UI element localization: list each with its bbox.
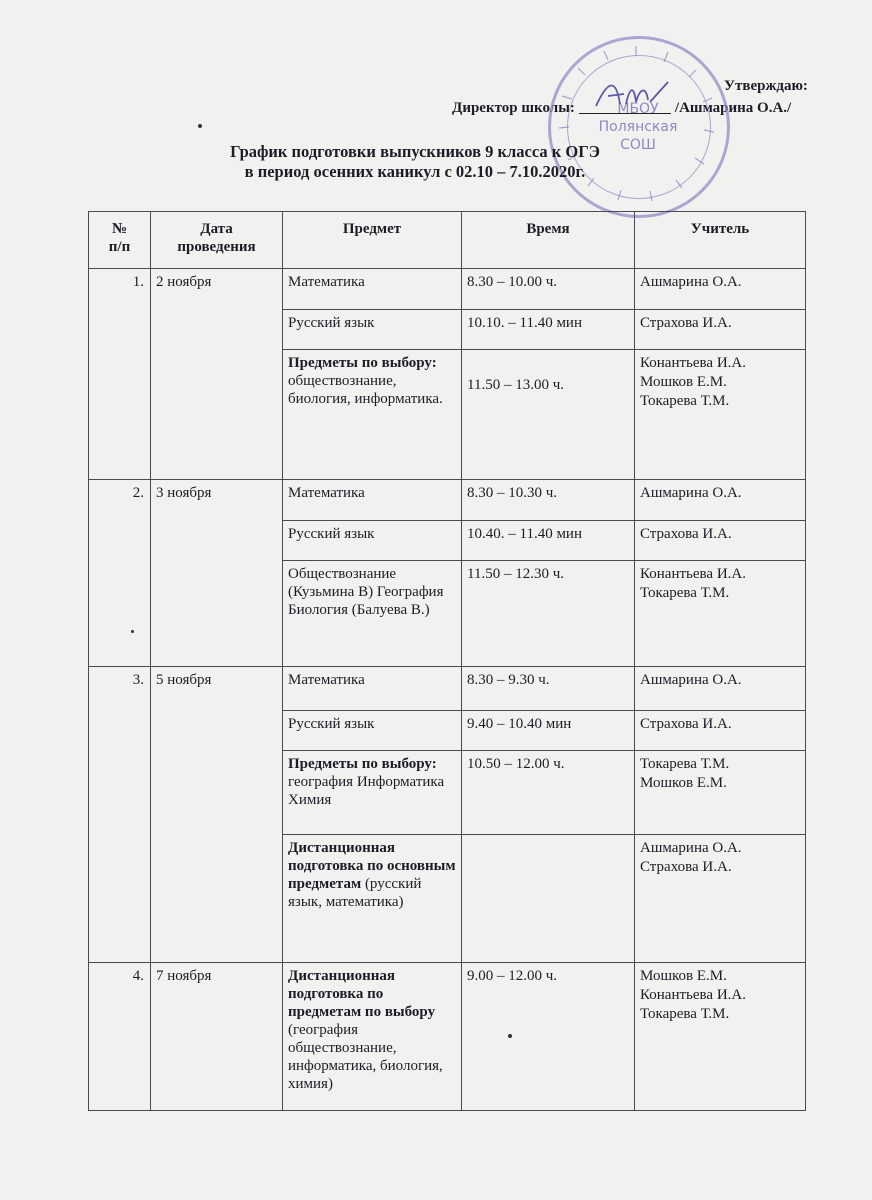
director-name: /Ашмарина О.А./ — [674, 100, 792, 116]
time-cell: 9.40 – 10.40 мин — [462, 711, 635, 751]
row-num: 3. — [89, 667, 151, 963]
time-cell: 10.10. – 11.40 мин — [462, 310, 635, 350]
director-label: Директор школы: — [452, 100, 575, 116]
subject-bold-text: Предметы по выбору: — [288, 355, 437, 371]
teacher-cell — [635, 310, 806, 350]
row-date: 3 ноября — [151, 480, 283, 667]
header-time: Время — [462, 212, 635, 269]
time-cell — [462, 835, 635, 963]
time-cell: 8.30 – 10.00 ч. — [462, 269, 635, 310]
subject-cell — [283, 521, 462, 561]
subject-text: Математика — [288, 485, 365, 501]
teacher-name: Ашмарина О.А. — [640, 840, 742, 856]
teacher-cell — [635, 521, 806, 561]
stamp-line-2: Полянская — [598, 119, 678, 135]
table-row — [89, 963, 806, 1111]
subject-text: Русский язык — [288, 716, 375, 732]
row-date: 5 ноября — [151, 667, 283, 963]
teacher-cell — [635, 963, 806, 1111]
teacher-name: Ашмарина О.А. — [640, 672, 742, 688]
stamp-line-3: СОШ — [620, 137, 656, 153]
table-header-row — [89, 212, 806, 269]
teacher-name: Страхова И.А. — [640, 526, 732, 542]
row-num: 2. — [89, 480, 151, 667]
scan-speck — [198, 124, 202, 128]
teacher-name: Токарева Т.М. — [640, 1006, 730, 1022]
subject-cell — [283, 350, 462, 480]
header-subject: Предмет — [283, 212, 462, 269]
time-cell: 10.50 – 12.00 ч. — [462, 751, 635, 835]
teacher-cell — [635, 269, 806, 310]
time-cell: 10.40. – 11.40 мин — [462, 521, 635, 561]
time-cell: 8.30 – 10.30 ч. — [462, 480, 635, 521]
time-cell: 8.30 – 9.30 ч. — [462, 667, 635, 711]
subject-text: (русский язык, математика) — [288, 876, 422, 910]
title-line-1: График подготовки выпускников 9 класса к ОГЭ — [230, 142, 600, 161]
teacher-name: Мошков Е.М. — [640, 968, 727, 984]
director-signature — [590, 76, 680, 116]
header-teacher: Учитель — [635, 212, 806, 269]
subject-text: Русский язык — [288, 315, 375, 331]
teacher-cell — [635, 835, 806, 963]
teacher-name: Мошков Е.М. — [640, 374, 727, 390]
subject-bold-text: Дистанционная подготовка по основным предметам — [288, 840, 456, 892]
header-num — [89, 212, 151, 269]
teacher-name: Страхова И.А. — [640, 859, 732, 875]
subject-text: Математика — [288, 672, 365, 688]
teacher-cell — [635, 667, 806, 711]
table-row — [89, 667, 806, 711]
subject-cell — [283, 310, 462, 350]
stamp-line-1: МБОУ — [617, 101, 659, 117]
time-cell: 11.50 – 13.00 ч. — [462, 350, 635, 480]
schedule-table — [88, 211, 806, 1111]
header-date-line2: проведения — [177, 239, 256, 255]
subject-cell — [283, 751, 462, 835]
header-date — [151, 212, 283, 269]
row-date: 2 ноября — [151, 269, 283, 480]
table-row — [89, 480, 806, 521]
teacher-cell — [635, 711, 806, 751]
subject-cell — [283, 561, 462, 667]
teacher-name: Конантьева И.А. — [640, 987, 746, 1003]
header-num-line1: № — [111, 221, 128, 237]
time-cell: 9.00 – 12.00 ч. — [462, 963, 635, 1111]
title-line-2: в период осенних каникул с 02.10 – 7.10.2020г. — [244, 162, 586, 181]
teacher-name: Токарева Т.М. — [640, 756, 730, 772]
header-date-line1: Дата — [200, 221, 233, 237]
teacher-cell — [635, 751, 806, 835]
teacher-name: Мошков Е.М. — [640, 775, 727, 791]
teacher-name: Страхова И.А. — [640, 315, 732, 331]
approval-title: Утверждаю: — [724, 78, 808, 94]
subject-cell — [283, 667, 462, 711]
table-row — [89, 269, 806, 310]
subject-text: Математика — [288, 274, 365, 290]
row-date: 7 ноября — [151, 963, 283, 1111]
subject-text: Русский язык — [288, 526, 375, 542]
subject-cell — [283, 835, 462, 963]
subject-cell — [283, 963, 462, 1111]
teacher-name: Токарева Т.М. — [640, 393, 730, 409]
subject-text: Обществознание (Кузьмина В) География Биология (Балуева В.) — [288, 566, 444, 618]
teacher-cell — [635, 561, 806, 667]
subject-bold-text: Дистанционная подготовка по предметам по выбору — [288, 968, 436, 1020]
teacher-name: Ашмарина О.А. — [640, 274, 742, 290]
teacher-name: Ашмарина О.А. — [640, 485, 742, 501]
subject-cell — [283, 269, 462, 310]
row-num: 4. — [89, 963, 151, 1111]
teacher-name: Конантьева И.А. — [640, 355, 746, 371]
subject-text: (география обществознание, информатика, биология, химия) — [288, 1022, 443, 1092]
subject-cell — [283, 711, 462, 751]
subject-bold-text: Предметы по выбору: — [288, 756, 437, 772]
header-num-line2: п/п — [108, 239, 131, 255]
teacher-cell — [635, 350, 806, 480]
teacher-name: Конантьева И.А. — [640, 566, 746, 582]
document-title — [120, 142, 710, 182]
subject-text: география Информатика Химия — [288, 774, 445, 808]
scan-speck — [131, 630, 134, 633]
row-num: 1. — [89, 269, 151, 480]
teacher-name: Токарева Т.М. — [640, 585, 730, 601]
scan-speck — [508, 1034, 512, 1038]
time-cell: 11.50 – 12.30 ч. — [462, 561, 635, 667]
teacher-name: Страхова И.А. — [640, 716, 732, 732]
subject-cell — [283, 480, 462, 521]
teacher-cell — [635, 480, 806, 521]
subject-text: обществознание, биология, информатика. — [288, 373, 443, 407]
